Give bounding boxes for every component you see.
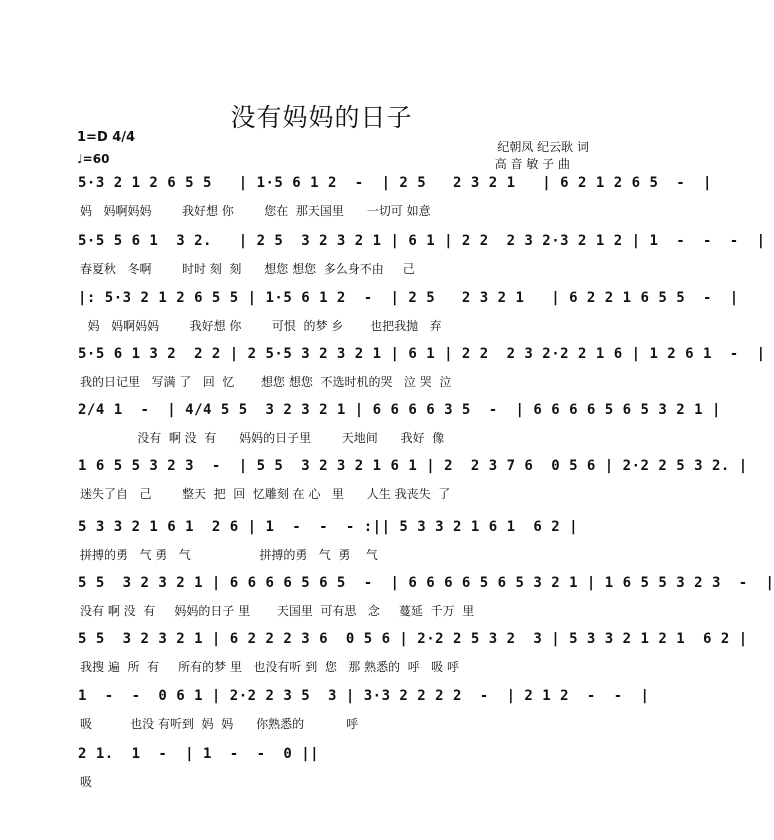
lyrics-line: 妈 妈啊妈妈 我好想 你 可恨 的梦 乡 也把我抛 弃	[80, 319, 442, 333]
composer-credit: 高 音 敏 子 曲	[494, 157, 570, 171]
lyrics-line: 拼搏的勇 气 勇 气 拼搏的勇 气 勇 气	[80, 548, 378, 562]
lyrics-line: 没有 啊 没 有 妈妈的日子里 天地间 我好 像	[80, 431, 445, 445]
notes-line: 1 - - 0 6 1 | 2·2 2 3 5 3 | 3·3 2 2 2 2 - | 2 1 2 - - |	[78, 688, 650, 704]
notes-line: 2/4 1 - | 4/4 5 5 3 2 3 2 1 | 6 6 6 6 3 5 - | 6 6 6 6 5 6 5 3 2 1 |	[78, 402, 721, 418]
lyrics-line: 春夏秋 冬啊 时时 刻 刻 想您 想您 多么身不由 己	[80, 262, 415, 276]
notes-line: 5 5 3 2 3 2 1 | 6 6 6 6 5 6 5 - | 6 6 6 6 5 6 5 3 2 1 | 1 6 5 5 3 2 3 - |	[78, 575, 774, 591]
lyricist-credit: 纪朝凤 纪云耿 词	[497, 140, 589, 154]
lyrics-line: 吸	[80, 775, 93, 789]
notes-line: 5 3 3 2 1 6 1 2 6 | 1 - - - :|| 5 3 3 2 1 6 1 6 2 |	[78, 519, 579, 535]
notes-line: 5 5 3 2 3 2 1 | 6 2 2 2 3 6 0 5 6 | 2·2 2 5 3 2 3 | 5 3 3 2 1 2 1 6 2 |	[78, 631, 748, 647]
lyrics-line: 我的日记里 写满 了 回 忆 想您 想您 不选时机的哭 泣 哭 泣	[80, 375, 452, 389]
notes-line: 2 1. 1 - | 1 - - 0 ||	[78, 746, 320, 762]
lyrics-line: 妈 妈啊妈妈 我好想 你 您在 那天国里 一切可 如意	[80, 204, 431, 218]
page-title: 没有妈妈的日子	[230, 103, 413, 132]
tempo-marking: ♩=60	[77, 152, 110, 166]
lyrics-line: 吸 也没 有听到 妈 妈 你熟悉的 呼	[80, 717, 359, 731]
lyrics-line: 我搜 遍 所 有 所有的梦 里 也没有听 到 您 那 熟悉的 呼 吸 呼	[80, 660, 459, 674]
notes-line: |: 5·3 2 1 2 6 5 5 | 1·5 6 1 2 - | 2 5 2 3 2 1 | 6 2 2 1 6 5 5 - |	[78, 290, 739, 306]
notes-line: 5·5 5 6 1 3 2. | 2 5 3 2 3 2 1 | 6 1 | 2 2 2 3 2·3 2 1 2 | 1 - - - |	[78, 233, 766, 249]
lyrics-line: 没有 啊 没 有 妈妈的日子 里 天国里 可有思 念 蔓延 千万 里	[80, 604, 475, 618]
notes-line: 5·3 2 1 2 6 5 5 | 1·5 6 1 2 - | 2 5 2 3 2 1 | 6 2 1 2 6 5 - |	[78, 175, 712, 191]
lyrics-line: 迷失了自 己 整天 把 回 忆雕刻 在 心 里 人生 我丧失 了	[80, 487, 451, 501]
key-signature: 1=D 4/4	[77, 130, 136, 145]
notes-line: 1 6 5 5 3 2 3 - | 5 5 3 2 3 2 1 6 1 | 2 2 3 7 6 0 5 6 | 2·2 2 5 3 2. |	[78, 458, 748, 474]
notes-line: 5·5 6 1 3 2 2 2 | 2 5·5 3 2 3 2 1 | 6 1 | 2 2 2 3 2·2 2 1 6 | 1 2 6 1 - |	[78, 346, 766, 362]
